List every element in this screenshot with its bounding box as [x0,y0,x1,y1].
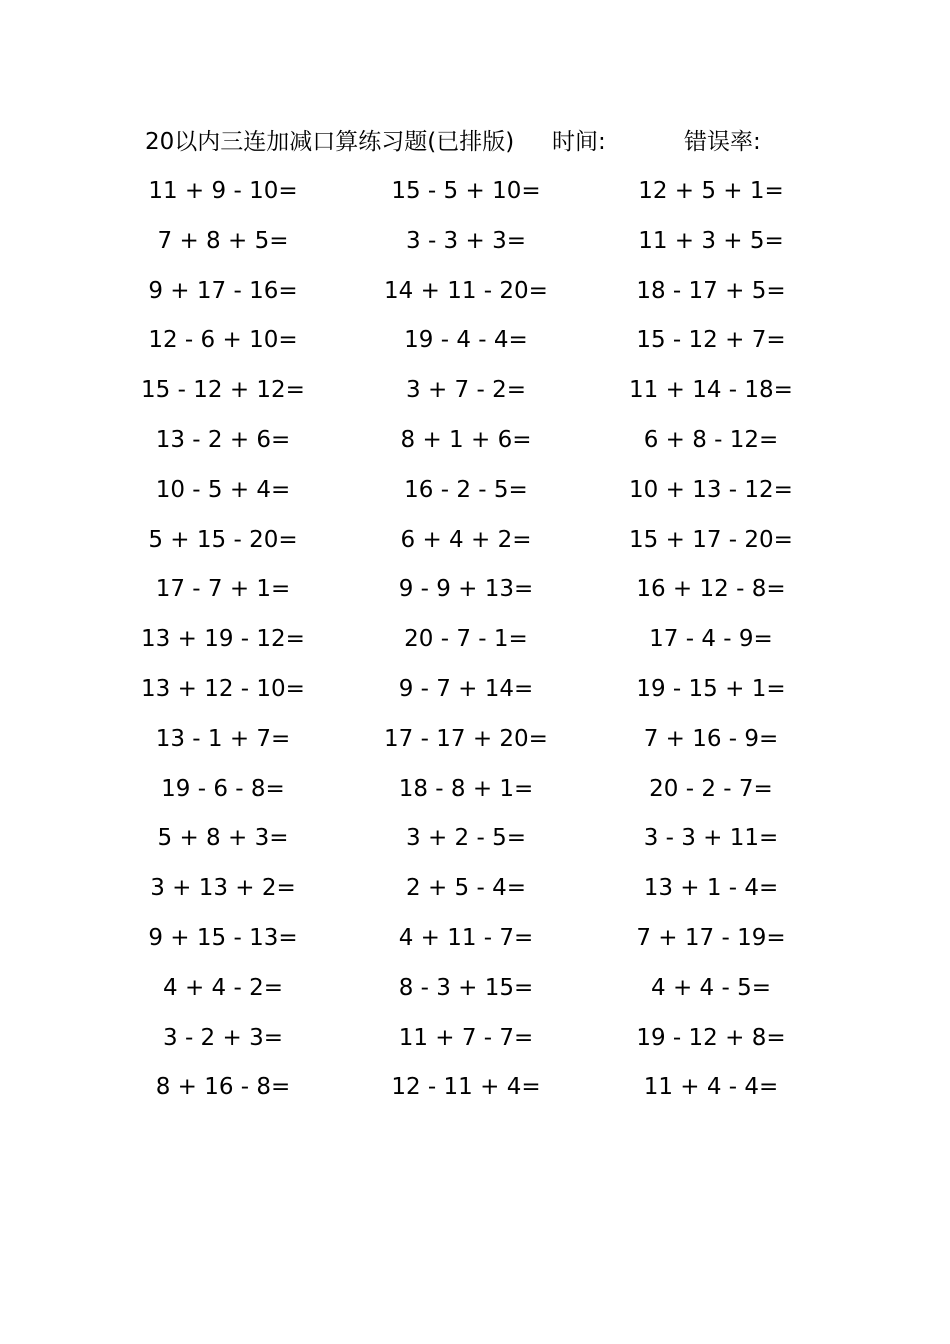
problem-item: 7 + 8 + 5= [157,227,289,254]
error-rate-label: 错误率: [684,129,761,155]
problem-row [0,171,950,221]
problem-row [0,271,950,321]
problem-item: 3 - 2 + 3= [163,1024,283,1051]
time-label: 时间: [552,129,606,155]
problem-row [0,818,950,868]
problem-row [0,1018,950,1068]
problem-item: 7 + 16 - 9= [643,725,779,752]
problem-item: 17 - 4 - 9= [649,626,773,653]
worksheet-title: 20以内三连加减口算练习题(已排版) [145,129,515,155]
problem-item: 16 + 12 - 8= [636,576,786,603]
problem-item: 3 - 3 + 11= [643,825,779,852]
problem-row [0,420,950,470]
problem-row [0,619,950,669]
problem-item: 12 - 6 + 10= [148,327,298,354]
problem-row [0,370,950,420]
problem-item: 8 + 1 + 6= [400,426,532,453]
problem-row [0,769,950,819]
problem-item: 12 - 11 + 4= [391,1074,541,1101]
problem-row [0,320,950,370]
problem-item: 5 + 15 - 20= [148,526,298,553]
problem-item: 15 - 5 + 10= [391,178,541,204]
problem-item: 11 + 14 - 18= [629,377,793,404]
problem-item: 9 - 7 + 14= [398,675,534,702]
problem-row [0,719,950,769]
problem-item: 15 - 12 + 7= [636,327,786,354]
problem-item: 14 + 11 - 20= [384,277,548,304]
problem-row [0,520,950,570]
problem-item: 13 + 19 - 12= [141,626,305,653]
problem-item: 3 - 3 + 3= [406,227,526,254]
problem-item: 6 + 8 - 12= [643,426,779,453]
problem-item: 7 + 17 - 19= [636,924,786,951]
problem-item: 4 + 4 - 2= [163,974,283,1001]
problem-item: 10 - 5 + 4= [155,476,291,503]
problem-item: 9 + 17 - 16= [148,277,298,304]
problem-item: 13 + 12 - 10= [141,675,305,702]
problem-item: 20 - 2 - 7= [649,775,773,802]
problem-item: 11 + 7 - 7= [398,1024,534,1051]
problem-item: 8 + 16 - 8= [155,1074,291,1101]
problem-item: 9 - 9 + 13= [398,576,534,603]
problem-row [0,968,950,1018]
problem-row [0,1067,950,1117]
problem-item: 15 - 12 + 12= [141,377,305,404]
problem-item: 15 + 17 - 20= [629,526,793,553]
problem-item: 18 - 17 + 5= [636,277,786,304]
problem-row [0,221,950,271]
problem-item: 3 + 2 - 5= [406,825,526,852]
problem-item: 18 - 8 + 1= [398,775,534,802]
problem-item: 17 - 7 + 1= [155,576,291,603]
problem-item: 13 + 1 - 4= [643,875,779,902]
problem-item: 4 + 4 - 5= [651,974,771,1001]
problem-item: 9 + 15 - 13= [148,924,298,951]
problem-item: 6 + 4 + 2= [400,526,532,553]
problem-item: 13 - 1 + 7= [155,725,291,752]
problem-item: 19 - 4 - 4= [404,327,528,354]
problem-item: 4 + 11 - 7= [398,924,534,951]
problem-item: 3 + 13 + 2= [150,875,296,902]
problem-item: 13 - 2 + 6= [155,426,291,453]
problem-item: 19 - 6 - 8= [161,775,285,802]
problem-row [0,868,950,918]
worksheet-header [0,122,950,162]
problem-row [0,669,950,719]
problem-item: 3 + 7 - 2= [406,377,526,404]
problem-row [0,569,950,619]
problem-row [0,918,950,968]
problem-item: 8 - 3 + 15= [398,974,534,1001]
problem-item: 16 - 2 - 5= [404,476,528,503]
problem-row [0,470,950,520]
problem-item: 19 - 15 + 1= [636,675,786,702]
problem-item: 11 + 3 + 5= [638,227,784,254]
problem-item: 19 - 12 + 8= [636,1024,786,1051]
problem-grid [0,171,950,1117]
problem-item: 12 + 5 + 1= [638,178,784,204]
problem-item: 11 + 4 - 4= [643,1074,779,1101]
problem-item: 5 + 8 + 3= [157,825,289,852]
problem-item: 10 + 13 - 12= [629,476,793,503]
problem-item: 17 - 17 + 20= [384,725,548,752]
problem-item: 20 - 7 - 1= [404,626,528,653]
problem-item: 2 + 5 - 4= [406,875,526,902]
problem-item: 11 + 9 - 10= [148,178,298,204]
